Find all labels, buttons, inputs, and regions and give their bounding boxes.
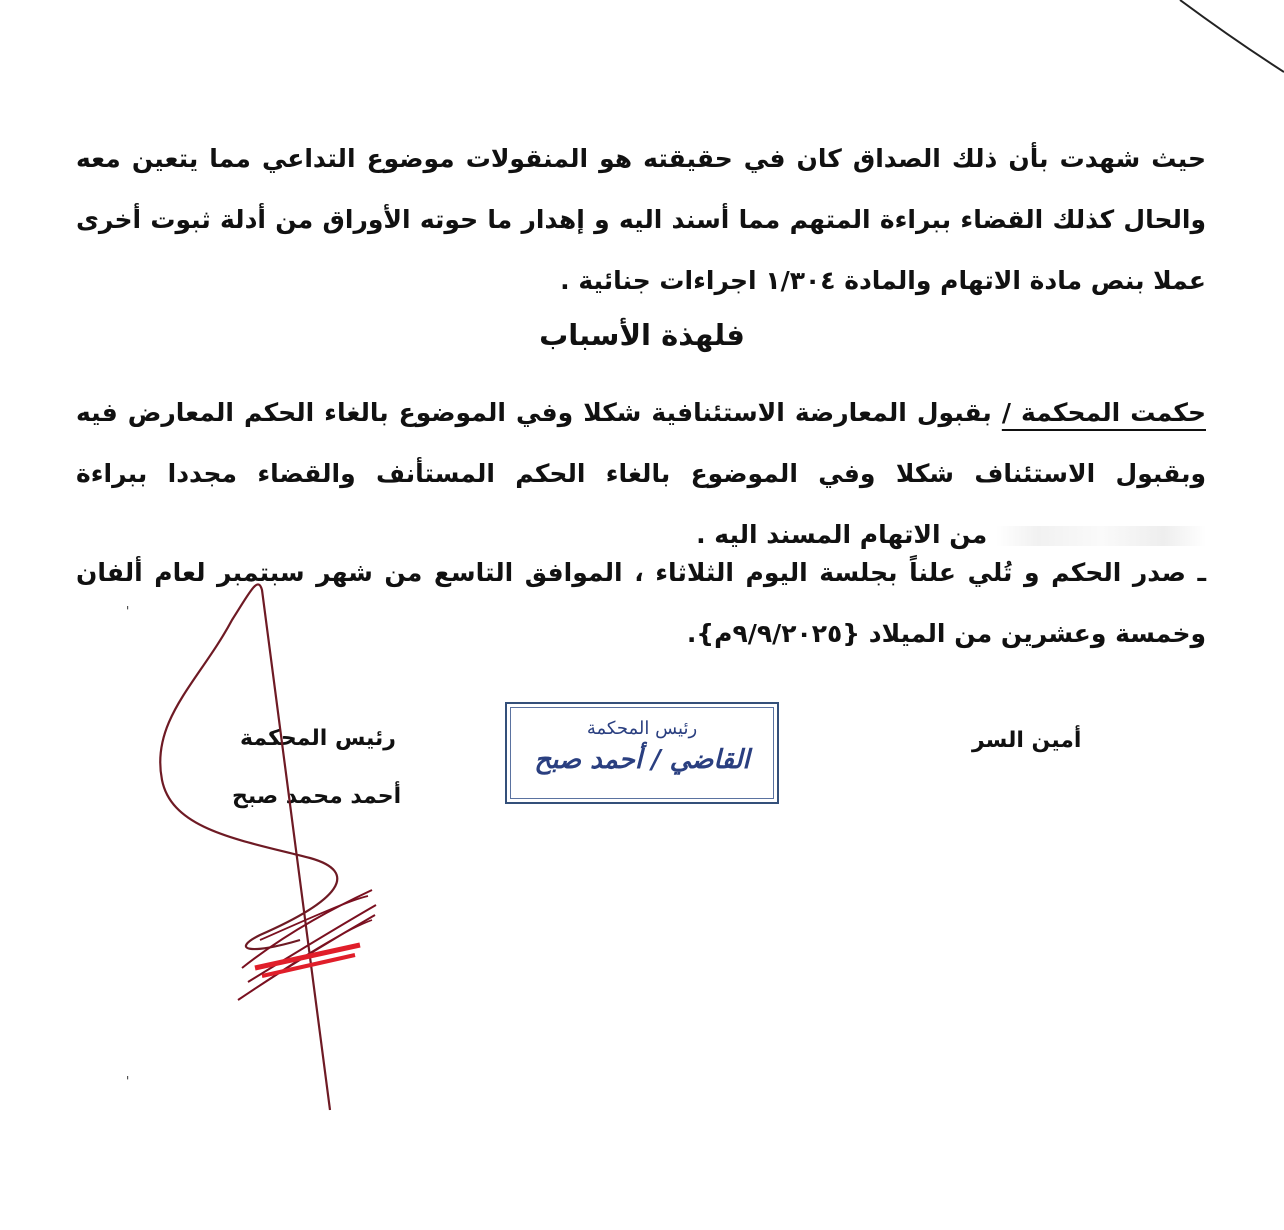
issuance-paragraph: ـ صدر الحكم و تُلي علناً بجلسة اليوم الثلاثاء ، الموافق التاسع من شهر سبتمبر لعام ألفان وخمسة وعشرين من الميلاد {٩/٩/٢٠٢٥م}. [76,558,1206,648]
stamp-title: رئيس المحكمة [586,718,698,739]
ruling-paragraph [76,382,1206,565]
ruling-text-after: من الاتهام المسند اليه . [696,520,988,549]
president-title: رئيس المحكمة [240,726,396,751]
margin-mark: ' [126,1074,130,1088]
president-name: أحمد محمد صبح [232,784,402,809]
clerk-title: أمين السر [972,728,1082,753]
ruling-text-before: بقبول المعارضة الاستئنافية شكلا وفي الموضوع بالغاء الحكم المعارض فيه وبقبول الاستئناف شكلا وفي الموضوع بالغاء الحكم المستأنف والقضاء مجددا ببراءة [76,398,1206,488]
corner-line [1084,0,1284,80]
section-heading: فلهذة الأسباب [539,318,745,352]
margin-mark: ' [126,604,130,618]
court-stamp [505,702,779,804]
stamp-name: القاضي / أحمد صبح [534,745,750,775]
reasoning-paragraph: حيث شهدت بأن ذلك الصداق كان في حقيقته هو المنقولات موضوع التداعي مما يتعين معه والحال كذلك القضاء ببراءة المتهم مما أسند اليه و إهدار ما حوته الأوراق من أدلة ثبوت أخرى عملا بنص مادة الاتهام والمادة ١/٣٠٤ اجراءات جنائية . [76,144,1206,295]
ruling-label: حكمت المحكمة / [1001,398,1206,427]
